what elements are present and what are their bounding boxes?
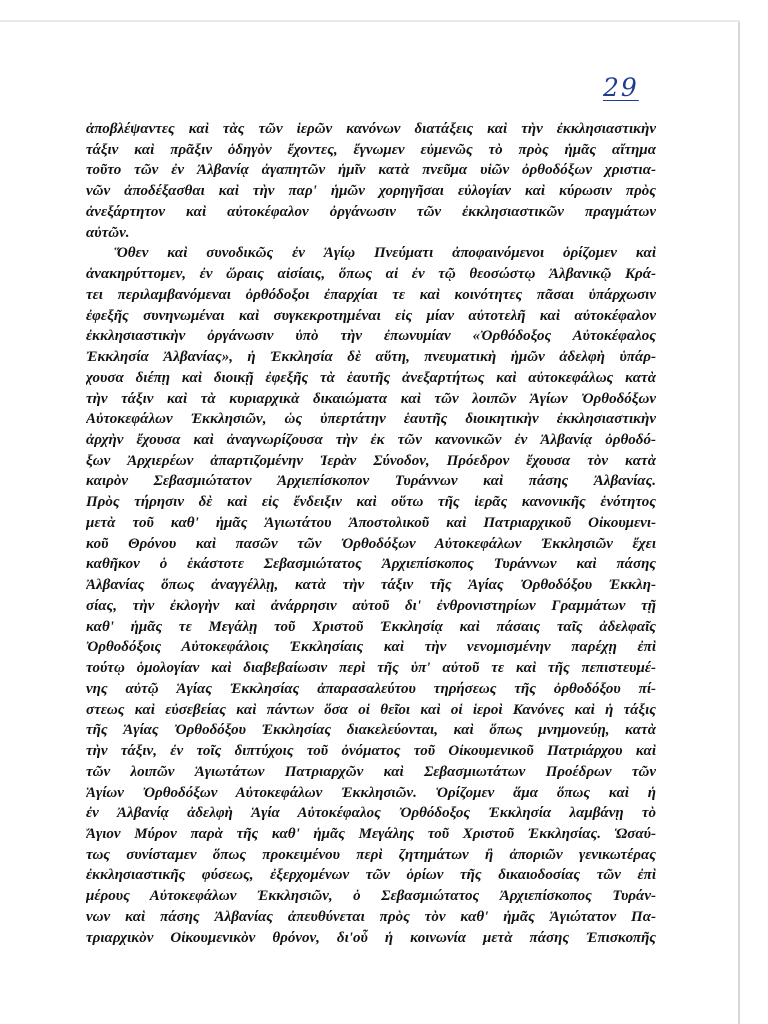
text-line: στεως καὶ εὐσεβείας καὶ πάντων ὅσα οἱ θεῖοι καὶ οἱ ἱεροὶ Κανόνες καὶ ἡ τάξις bbox=[86, 701, 656, 718]
text-line: Ἅγιον Μύρον παρὰ τῆς καθ' ἡμᾶς Μεγάλης τοῦ Χριστοῦ Ἐκκλησίας. Ὡσαύ- bbox=[86, 825, 656, 842]
text-line: σίας, τὴν ἐκλογὴν καὶ ἀνάρρησιν αὐτοῦ δι' ἐνθρονιστηρίων Γραμμάτων τῇ bbox=[86, 597, 656, 614]
text-line: χουσα διέπῃ καὶ διοικῇ ἐφεξῆς τὰ ἑαυτῆς ἀνεξαρτήτως καὶ αὐτοκεφάλως κατὰ bbox=[86, 369, 656, 386]
text-line: καθῆκον ὁ ἑκάστοτε Σεβασμιώτατος Ἀρχιεπίσκοπος Τυράννων καὶ πάσης bbox=[86, 556, 656, 573]
text-line: νῶν ἀποδέξασθαι καὶ τὴν παρ' ἡμῶν χορηγῆσαι εὐλογίαν καὶ κύρωσιν πρὸς bbox=[86, 183, 656, 200]
text-line: Ἐκκλησία Ἀλβανίας», ἡ Ἐκκλησία δὲ αὕτη, πνευματικὴ ἡμῶν ἀδελφὴ ὑπάρ- bbox=[86, 349, 656, 366]
page-top-edge bbox=[0, 20, 740, 22]
text-line: κοῦ Θρόνου καὶ πασῶν τῶν Ὀρθοδόξων Αὐτοκεφάλων Ἐκκλησιῶν ἔχει bbox=[86, 535, 656, 552]
text-line: μετὰ τοῦ καθ' ἡμᾶς Ἁγιωτάτου Ἀποστολικοῦ καὶ Πατριαρχικοῦ Οἰκουμενι- bbox=[86, 514, 656, 531]
text-line: ἐφεξῆς συνηνωμέναι καὶ συγκεκροτημέναι εἰς μίαν αὐτοτελῆ καὶ αὐτοκέφαλον bbox=[86, 307, 656, 324]
text-line: τάξιν καὶ πρᾶξιν ὁδηγὸν ἔχοντες, ἔγνωμεν εὐμενῶς τὸ πρὸς ἡμᾶς αἴτημα bbox=[86, 141, 656, 158]
text-line: ἐν Ἀλβανίᾳ ἀδελφὴ Ἁγία Αὐτοκέφαλος Ὀρθόδοξος Ἐκκλησία λαμβάνῃ τὸ bbox=[86, 805, 656, 822]
document-body bbox=[86, 119, 656, 948]
text-line: καιρὸν Σεβασμιώτατον Ἀρχιεπίσκοπον Τυράννων καὶ πάσης Ἀλβανίας. bbox=[86, 473, 656, 490]
text-line: νης αὐτῷ Ἁγίας Ἐκκλησίας ἀπαρασαλεύτου τηρήσεως τῆς ὀρθοδόξου πί- bbox=[86, 680, 656, 697]
text-line: ἐκκλησιαστικὴν ὀργάνωσιν ὑπὸ τὴν ἐπωνυμίαν «Ὀρθόδοξος Αὐτοκέφαλος bbox=[86, 328, 656, 345]
text-line: μέρους Αὐτοκεφάλων Ἐκκλησιῶν, ὁ Σεβασμιώτατος Ἀρχιεπίσκοπος Τυράν- bbox=[86, 888, 656, 905]
text-line: τριαρχικὸν Οἰκουμενικὸν θρόνον, δι'οὗ ἡ κοινωνία μετὰ πάσης Ἐπισκοπῆς bbox=[86, 929, 656, 946]
text-line: τὴν τάξιν, ἐν τοῖς διπτύχοις τοῦ ὀνόματος τοῦ Οἰκουμενικοῦ Πατριάρχου καὶ bbox=[86, 743, 656, 760]
text-line: Ἀλβανίας ὅπως ἀναγγέλλῃ, κατὰ τὴν τάξιν τῆς Ἁγίας Ὀρθοδόξου Ἐκκλη- bbox=[86, 577, 656, 594]
text-line: ἐκκλησιαστικῆς φύσεως, ἐξερχομένων τῶν ὁρίων τῆς δικαιοδοσίας τῶν ἐπὶ bbox=[86, 867, 656, 884]
text-line: ξων Ἀρχιερέων ἀπαρτιζομένην Ἱερὰν Σύνοδον, Πρόεδρον ἔχουσα τὸν κατὰ bbox=[86, 452, 656, 469]
text-line: Ὀρθοδόξοις Αὐτοκεφάλοις Ἐκκλησίαις καὶ τὴν νενομισμένην παρέχῃ ἐπὶ bbox=[86, 639, 656, 656]
text-line: καθ' ἡμᾶς τε Μεγάλῃ τοῦ Χριστοῦ Ἐκκλησίᾳ καὶ πάσαις ταῖς ἀδελφαῖς bbox=[86, 618, 656, 635]
text-line: τῶν λοιπῶν Ἁγιωτάτων Πατριαρχῶν καὶ Σεβασμιωτάτων Προέδρων τῶν bbox=[86, 763, 656, 780]
text-line: τει περιλαμβανόμεναι ὀρθόδοξοι ἐπαρχίαι τε καὶ κοινότητες πᾶσαι ὑπάρχωσιν bbox=[86, 286, 656, 303]
text-line: τὴν τάξιν καὶ τὰ κυριαρχικὰ δικαιώματα καὶ τῶν λοιπῶν Ἁγίων Ὀρθοδόξων bbox=[86, 390, 656, 407]
text-line: Ὅθεν καὶ συνοδικῶς ἐν Ἁγίῳ Πνεύματι ἀποφαινόμενοι ὁρίζομεν καὶ bbox=[114, 245, 656, 262]
text-line: τῆς Ἁγίας Ὀρθοδόξου Ἐκκλησίας διακελεύονται, καὶ ὅπως μνημονεύῃ, κατὰ bbox=[86, 722, 656, 739]
text-line: αὐτῶν. bbox=[86, 224, 130, 241]
text-line: Ἁγίων Ὀρθοδόξων Αὐτοκεφάλων Ἐκκλησιῶν. Ὁρίζομεν ἅμα ὅπως καὶ ἡ bbox=[86, 784, 656, 801]
text-line: ἀρχὴν ἔχουσα καὶ ἀναγνωρίζουσα τὴν ἐκ τῶν κανονικῶν ἐν Ἀλβανίᾳ ὀρθοδό- bbox=[86, 432, 656, 449]
text-line: τως συνίσταμεν ὅπως προκειμένου περὶ ζητημάτων ἢ ἀποριῶν γενικωτέρας bbox=[86, 846, 656, 863]
text-line: νων καὶ πάσης Ἀλβανίας ἀπευθύνεται πρὸς τὸν καθ' ἡμᾶς Ἁγιώτατον Πα- bbox=[86, 908, 656, 925]
text-line: ἀνεξάρτητον καὶ αὐτοκέφαλον ὀργάνωσιν τῶν ἐκκλησιαστικῶν πραγμάτων bbox=[86, 203, 656, 220]
text-line: ἀνακηρύττομεν, ἐν ὥραις αἰσίαις, ὅπως αἱ ἐν τῷ θεοσώστῳ Ἀλβανικῷ Κρά- bbox=[86, 266, 656, 283]
text-line: ἀποβλέψαντες καὶ τὰς τῶν ἱερῶν κανόνων διατάξεις καὶ τὴν ἐκκλησιαστικὴν bbox=[86, 121, 656, 137]
text-line: τούτῳ ὁμολογίαν καὶ διαβεβαίωσιν περὶ τῆς ὑπ' αὐτοῦ τε καὶ τῆς πεπιστευμέ- bbox=[86, 660, 656, 677]
text-line: Πρὸς τήρησιν δὲ καὶ εἰς ἔνδειξιν καὶ οὕτω τῆς ἱερᾶς κανονικῆς ἑνότητος bbox=[86, 494, 656, 511]
page-right-edge bbox=[738, 22, 740, 1024]
text-line: τοῦτο τῶν ἐν Ἀλβανίᾳ ἀγαπητῶν ἡμῖν κατὰ πνεῦμα υἱῶν ὀρθοδόξων χριστια- bbox=[86, 162, 656, 179]
page-number: 29 bbox=[603, 73, 639, 102]
text-line: Αὐτοκεφάλων Ἐκκλησιῶν, ὡς ὑπερτάτην ἑαυτῆς διοικητικὴν ἐκκλησιαστικὴν bbox=[86, 411, 656, 428]
